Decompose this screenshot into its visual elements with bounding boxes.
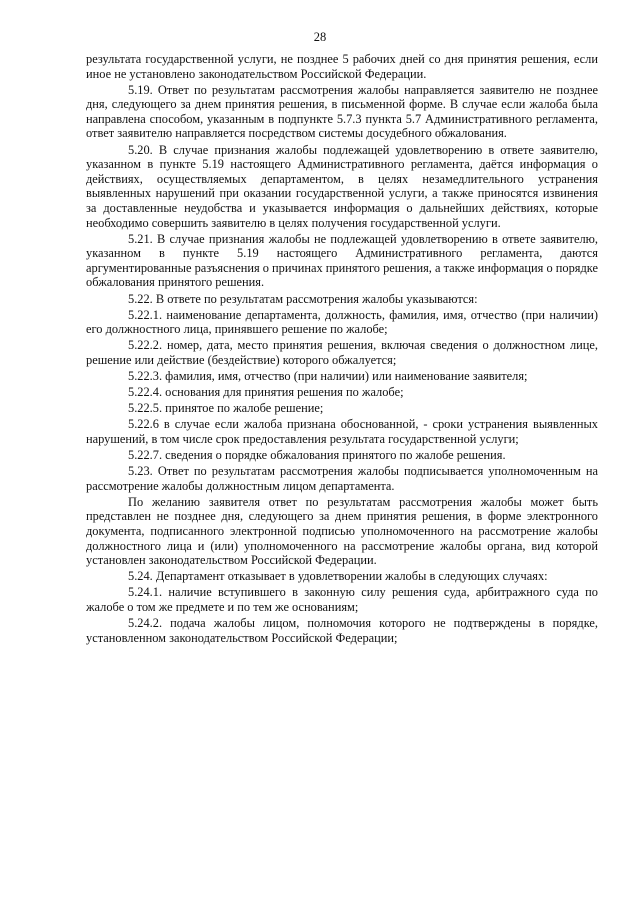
paragraph: 5.24.1. наличие вступившего в законную силу решения суда, арбитражного суда по жалобе о том же предмете и по тем же основаниям; [86, 585, 598, 614]
paragraph: 5.24.2. подача жалобы лицом, полномочия которого не подтверждены в порядке, установленном законодательством Российской Федерации; [86, 615, 598, 645]
paragraph: По желанию заявителя ответ по результатам рассмотрения жалобы может быть представлен не позднее дня, следующего за днем принятия решения, в форме электронного документа, подписанного электронной подписью уполномоченного на рассмотрение жалобы должностного лица и (или) уполномоченного на рассмотрение жалобы органа, вид которой установлен законодательством Российской Федерации. [86, 494, 598, 568]
paragraph: 5.19. Ответ по результатам рассмотрения жалобы направляется заявителю не позднее дня, следующего за днем принятия решения, в письменной форме. В случае если жалоба была направлена способом, указанным в подпункте 5.7.3 пункта 5.7 Административного регламента, ответ заявителю направляется посредством системы досудебного обжалования. [86, 82, 598, 141]
paragraph: результата государственной услуги, не позднее 5 рабочих дней со дня принятия решения, если иное не установлено законодательством Российской Федерации. [86, 52, 598, 81]
paragraph: 5.22.4. основания для принятия решения по жалобе; [128, 385, 404, 400]
paragraph: 5.22.3. фамилия, имя, отчество (при наличии) или наименование заявителя; [128, 368, 528, 383]
paragraph: 5.22.5. принятое по жалобе решение; [128, 401, 324, 416]
paragraph: 5.22.2. номер, дата, место принятия решения, включая сведения о должностном лице, решение или действие (бездействие) которого обжалуется; [86, 338, 598, 367]
paragraph: 5.21. В случае признания жалобы не подлежащей удовлетворению в ответе заявителю, указанном в пункте 5.19 настоящего Административного регламента, даются аргументированные разъяснения о причинах принятого решения, а также информация о порядке обжалования принятого решения. [86, 231, 599, 290]
paragraph: 5.22.1. наименование департамента, должность, фамилия, имя, отчество (при наличии) его должностного лица, принявшего решение по жалобе; [86, 307, 598, 337]
paragraph: 5.23. Ответ по результатам рассмотрения жалобы подписывается уполномоченным на рассмотрение жалобы должностным лицом департамента. [86, 464, 598, 493]
document-body [86, 52, 598, 647]
paragraph: 5.22. В ответе по результатам рассмотрения жалобы указываются: [128, 291, 478, 306]
paragraph: 5.20. В случае признания жалобы подлежащей удовлетворению в ответе заявителю, указанном в пункте 5.19 настоящего Административного регламента, даётся информация о действиях, осуществляемых департаментом, в целях незамедлительного устранения выявленных нарушений при оказании государственной услуги, а также приносятся извинения за доставленные неудобства и указывается информация о дальнейших действиях, которые необходимо совершить заявителю в целях получения государственной услуги. [86, 142, 598, 230]
paragraph: 5.22.7. сведения о порядке обжалования принятого по жалобе решения. [128, 447, 506, 462]
page-number: 28 [313, 30, 327, 44]
paragraph: 5.22.6 в случае если жалоба признана обоснованной, - сроки устранения выявленных нарушений, в том числе срок предоставления результата государственной услуги; [86, 417, 598, 446]
paragraph: 5.24. Департамент отказывает в удовлетворении жалобы в следующих случаях: [128, 569, 548, 584]
